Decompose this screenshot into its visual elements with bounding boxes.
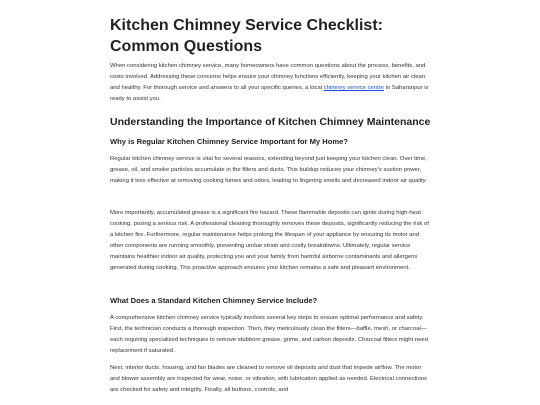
question-heading-why: Why is Regular Kitchen Chimney Service Important for My Home? [110, 137, 348, 146]
why-paragraph-2: More importantly, accumulated grease is a significant fire hazard. These flammable deposits can ignite during high-heat cooking, posing a serious risk. A professional cleaning thoroughly removes these deposits, significantly reducing the risk of a kitchen fire. Furthermore, regular maintenance helps prolong the lifespan of your appliance by ensuring its motor and other components are running smoothly, preventing undue strain and costly breakdowns. Ultimately, regular service maintains healthier indoor air quality, protecting you and your family from harmful airborne contaminants and allergens generated during cooking. This proactive approach ensures your kitchen remains a safe and pleasant environment. [110, 210, 429, 272]
intro-text-before-link: When considering kitchen chimney service, many homeowners have common questions about the process, benefits, and costs involved. Addressing these concerns helps ensure your chimney functions efficiently, keeping your kitchen air clean and healthy. For thorough service and answers to all your specific queries, a local [110, 63, 426, 92]
intro-paragraph [110, 61, 432, 105]
question-heading-what: What Does a Standard Kitchen Chimney Service Include? [110, 296, 318, 305]
chimney-service-centre-link[interactable]: chimney service centre [323, 85, 384, 92]
page-title: Kitchen Chimney Service Checklist: Common Questions [110, 17, 383, 55]
why-paragraph-1: Regular kitchen chimney service is vital for several reasons, extending beyond just keeping your kitchen clean. Over time, grease, oil, and smoke particles accumulate in the filters and ducts. This buildup reduces your chimney's suction power, making it less effective at removing cooking fumes and odors, leading to lingering smells and decreased indoor air quality. [110, 156, 427, 185]
what-paragraph-1: A comprehensive kitchen chimney service typically involves several key steps to ensure optimal performance and safety. First, the technician conducts a thorough inspection. Then, they meticulously clean the filters—baffle, mesh, or charcoal—each requiring specialized techniques to remove stubborn grease, grime, and carbon deposits. Charcoal filters might need replacement if saturated. [110, 315, 428, 355]
intro-text-after-link: in Saharanpur is ready to assist you. [110, 85, 429, 103]
what-paragraph-2: Next, interior ducts, housing, and fan blades are cleaned to remove oil deposits and dust that impede airflow. The motor and blower assembly are inspected for wear, noise, or vibration, with lubrication applied as needed. Electrical connections are checked for safety and integrity. Finally, all buttons, controls, and [110, 365, 427, 394]
section-heading: Understanding the Importance of Kitchen Chimney Maintenance [110, 116, 431, 128]
